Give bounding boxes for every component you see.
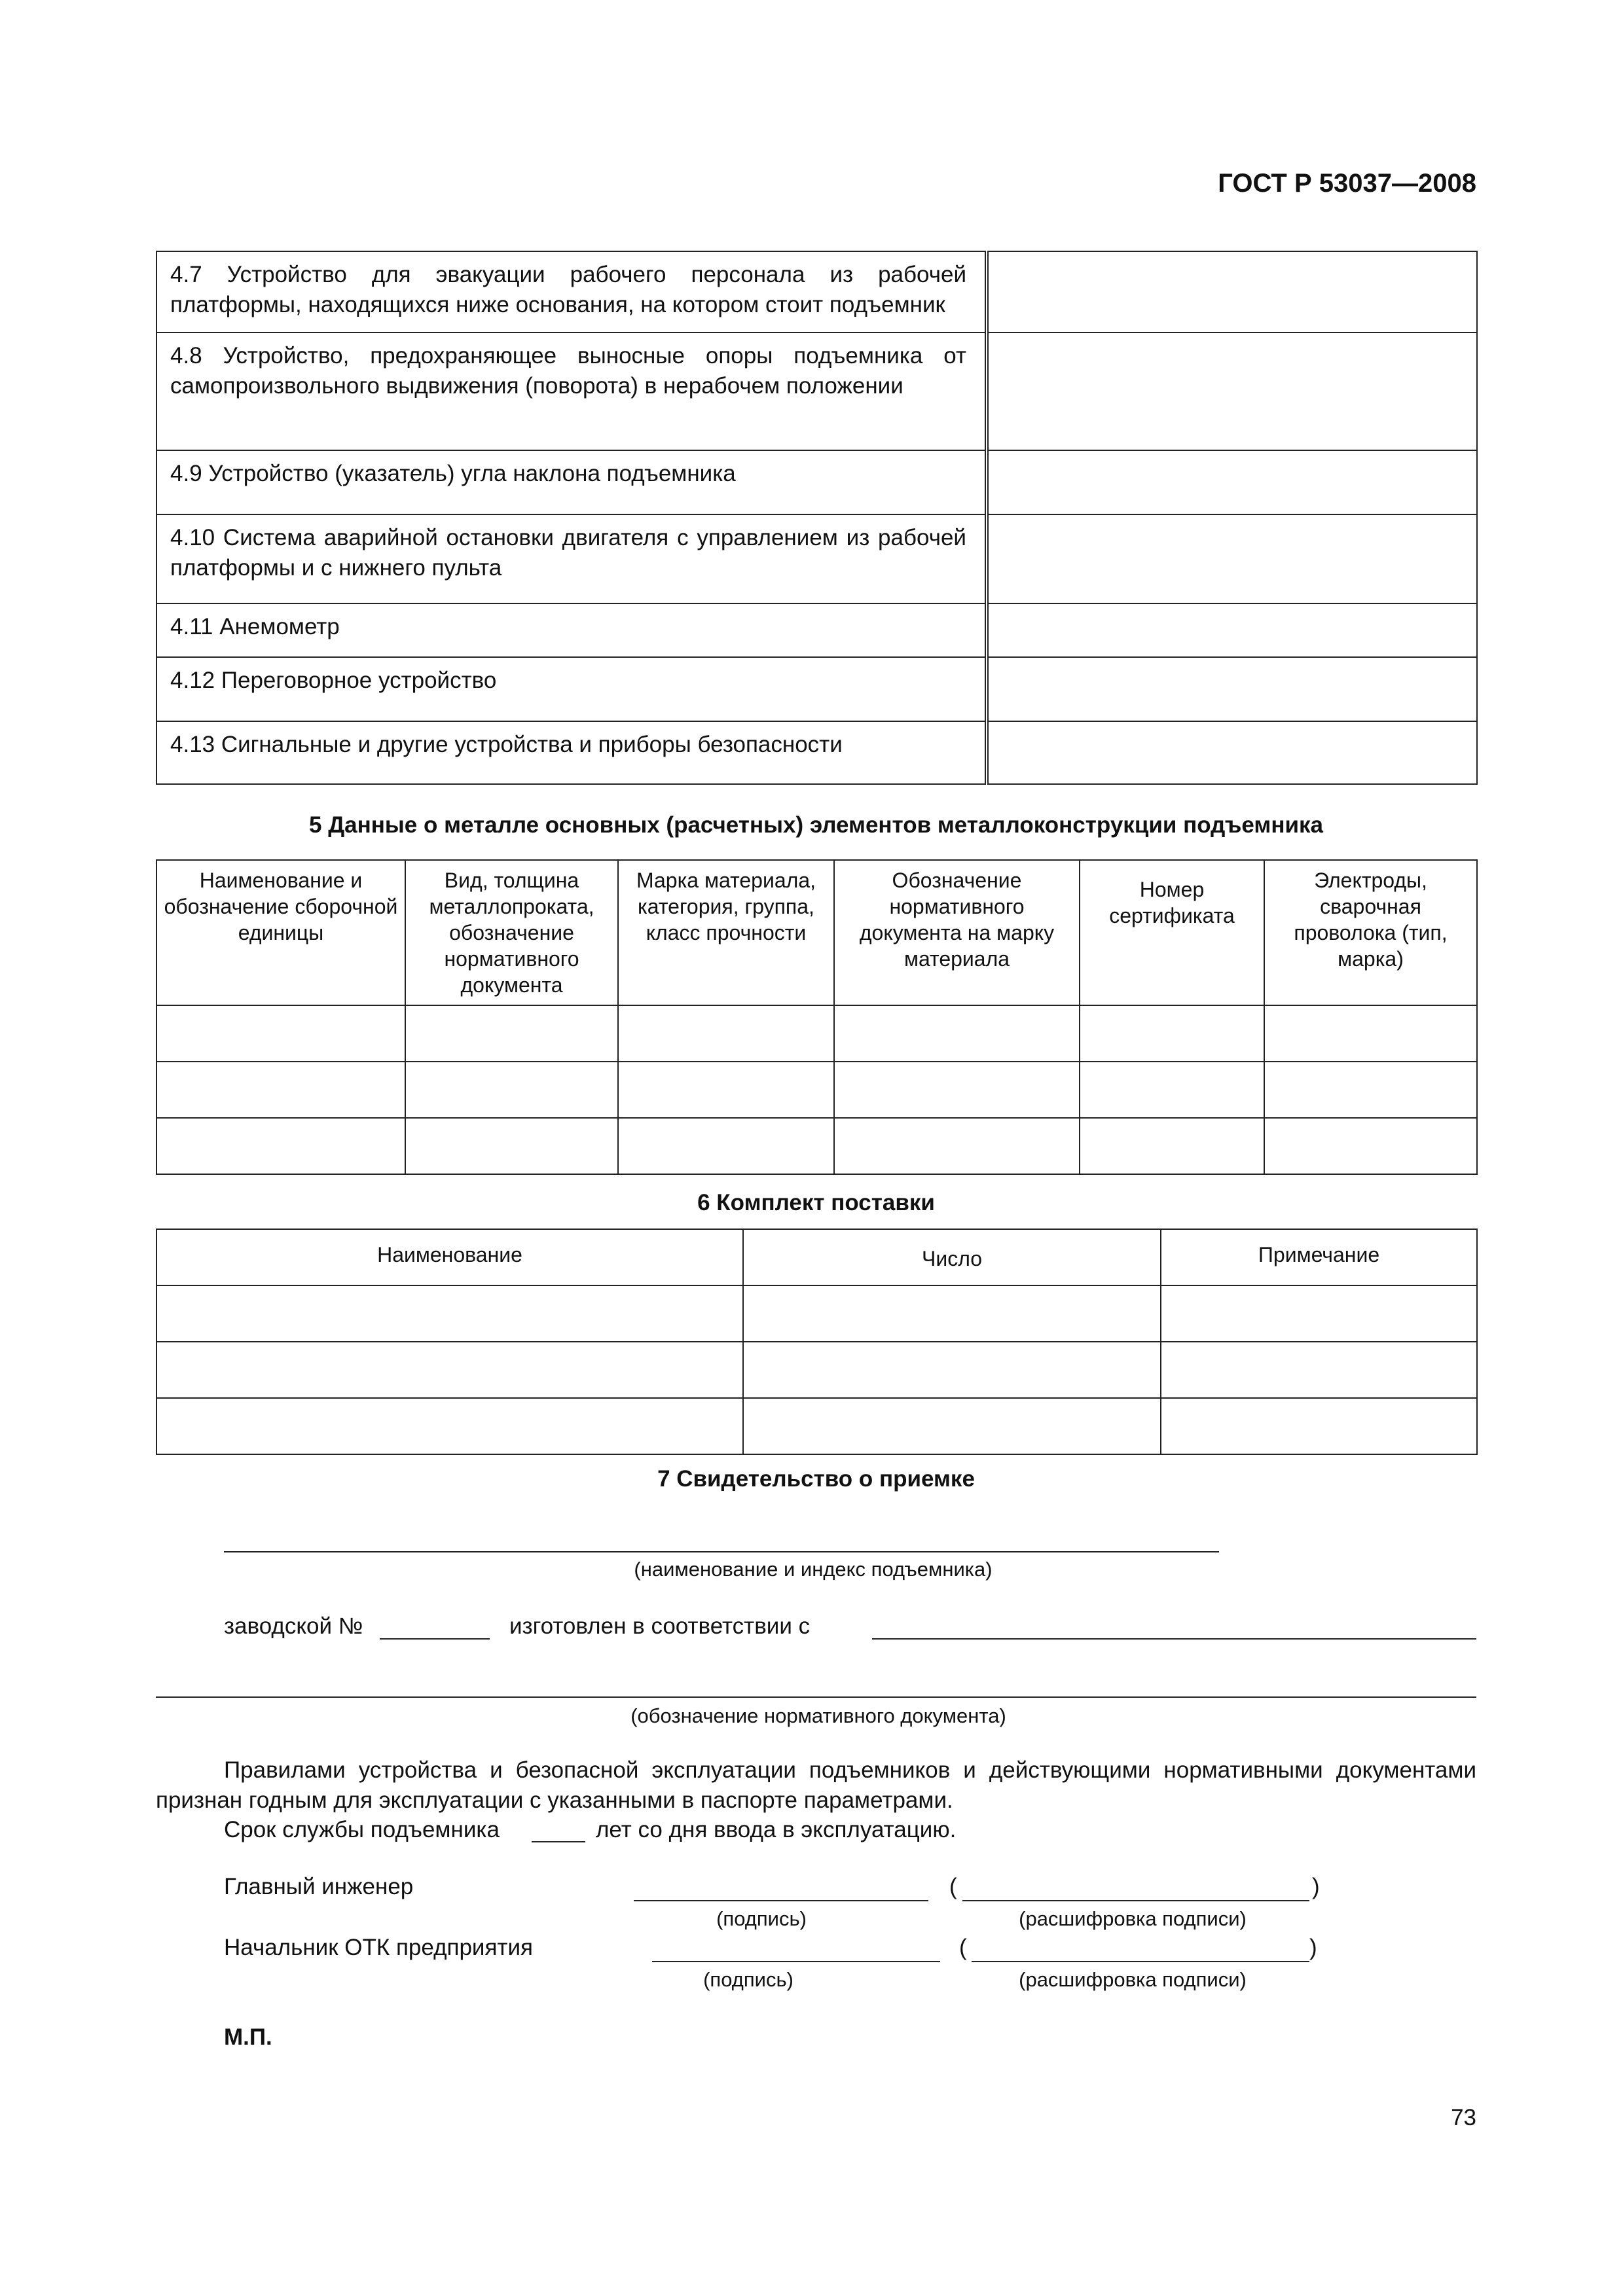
- metal-data-table: [156, 859, 1478, 1175]
- table-cell[interactable]: [405, 1005, 618, 1062]
- table-cell[interactable]: [156, 1342, 743, 1398]
- service-life-field[interactable]: [532, 1841, 585, 1842]
- table-cell[interactable]: [405, 1062, 618, 1118]
- signature-caption: (подпись): [716, 1907, 807, 1930]
- table-cell[interactable]: [618, 1005, 834, 1062]
- document-code: ГОСТ Р 53037—2008: [1218, 169, 1476, 198]
- device-value-cell[interactable]: [987, 332, 1477, 450]
- table-row: [156, 251, 1477, 332]
- device-value-cell[interactable]: [987, 603, 1477, 657]
- made-per-label: изготовлен в соответствии с: [509, 1613, 811, 1639]
- close-paren: ): [1312, 1874, 1320, 1899]
- table-cell[interactable]: [1264, 1062, 1477, 1118]
- table-cell[interactable]: [834, 1118, 1080, 1174]
- open-paren: (: [949, 1874, 957, 1899]
- table-cell[interactable]: [156, 1398, 743, 1454]
- table-cell[interactable]: [1080, 1005, 1264, 1062]
- header-name: Наименование: [156, 1229, 743, 1285]
- table-row: [156, 332, 1477, 450]
- device-label: 4.13 Сигнальные и другие устройства и приборы безопасности: [156, 721, 987, 784]
- table-cell[interactable]: [834, 1005, 1080, 1062]
- device-value-cell[interactable]: [987, 657, 1477, 721]
- conformity-field[interactable]: [872, 1638, 1476, 1640]
- header-normative-doc: Обозначение нормативного документа на марку материала: [834, 860, 1080, 1005]
- table-cell[interactable]: [1264, 1005, 1477, 1062]
- device-label: 4.8 Устройство, предохраняющее выносные опоры подъемника от самопроизвольного выдвижения (поворота) в нерабочем положении: [156, 332, 987, 450]
- table-cell[interactable]: [1264, 1118, 1477, 1174]
- table-cell[interactable]: [1161, 1342, 1477, 1398]
- table-cell[interactable]: [1080, 1062, 1264, 1118]
- chief-engineer-label: Главный инженер: [224, 1874, 414, 1899]
- table-cell[interactable]: [156, 1062, 405, 1118]
- decode-caption: (расшифровка подписи): [1019, 1968, 1247, 1991]
- acceptance-paragraph: Правилами устройства и безопасной эксплуатации подъемников и действующими нормативными документами признан годным для эксплуатации с указанными в паспорте параметрами.: [156, 1757, 1476, 1813]
- device-value-cell[interactable]: [987, 251, 1477, 332]
- table-row: [156, 514, 1477, 603]
- device-label: 4.9 Устройство (указатель) угла наклона подъемника: [156, 450, 987, 514]
- normative-doc-field[interactable]: [156, 1696, 1476, 1698]
- table-cell[interactable]: [1161, 1398, 1477, 1454]
- table-row: [156, 1285, 1477, 1342]
- table-header-row: [156, 860, 1477, 1005]
- table-cell[interactable]: [1080, 1118, 1264, 1174]
- device-label: 4.10 Система аварийной остановки двигателя с управлением из рабочей платформы и с нижнего пульта: [156, 514, 987, 603]
- table-row: [156, 1062, 1477, 1118]
- service-life-suffix: лет со дня ввода в эксплуатацию.: [596, 1817, 957, 1842]
- table-row: [156, 1398, 1477, 1454]
- device-label: 4.7 Устройство для эвакуации рабочего персонала из рабочей платформы, находящихся ниже основания, на котором стоит подъемник: [156, 251, 987, 332]
- lift-name-caption: (наименование и индекс подъемника): [634, 1558, 993, 1581]
- device-label: 4.12 Переговорное устройство: [156, 657, 987, 721]
- table-row: [156, 603, 1477, 657]
- factory-number-label: заводской №: [224, 1613, 363, 1639]
- header-electrodes: Электроды, сварочная проволока (тип, марка): [1264, 860, 1477, 1005]
- table-cell[interactable]: [743, 1285, 1161, 1342]
- page-number: 73: [1451, 2105, 1476, 2130]
- service-life-label: Срок службы подъемника: [224, 1817, 500, 1842]
- table-row: [156, 657, 1477, 721]
- header-note: Примечание: [1161, 1229, 1477, 1285]
- table-row: [156, 1342, 1477, 1398]
- signature-caption: (подпись): [703, 1968, 793, 1991]
- header-assembly-unit: Наименование и обозначение сборочной единицы: [156, 860, 405, 1005]
- table-cell[interactable]: [743, 1342, 1161, 1398]
- safety-devices-table: [156, 251, 1478, 785]
- table-header-row: [156, 1229, 1477, 1285]
- lift-name-field[interactable]: [224, 1551, 1219, 1552]
- otk-head-decode-field[interactable]: [972, 1961, 1309, 1962]
- section-6-title: 6 Комплект поставки: [697, 1190, 935, 1215]
- chief-engineer-decode-field[interactable]: [962, 1900, 1309, 1901]
- table-cell[interactable]: [156, 1118, 405, 1174]
- open-paren: (: [959, 1935, 967, 1960]
- table-cell[interactable]: [1161, 1285, 1477, 1342]
- stamp-label: М.П.: [224, 2024, 272, 2050]
- decode-caption: (расшифровка подписи): [1019, 1907, 1247, 1930]
- device-value-cell[interactable]: [987, 721, 1477, 784]
- otk-head-label: Начальник ОТК предприятия: [224, 1935, 533, 1960]
- table-cell[interactable]: [618, 1062, 834, 1118]
- device-value-cell[interactable]: [987, 450, 1477, 514]
- table-cell[interactable]: [834, 1062, 1080, 1118]
- table-row: [156, 1118, 1477, 1174]
- normative-doc-caption: (обозначение нормативного документа): [630, 1704, 1006, 1727]
- table-cell[interactable]: [156, 1005, 405, 1062]
- table-cell[interactable]: [743, 1398, 1161, 1454]
- section-5-title: 5 Данные о металле основных (расчетных) элементов металлоконструкции подъемника: [309, 812, 1323, 838]
- header-quantity: Число: [743, 1229, 1161, 1285]
- table-cell[interactable]: [405, 1118, 618, 1174]
- header-material-grade: Марка материала, категория, группа, класс прочности: [618, 860, 834, 1005]
- table-row: [156, 721, 1477, 784]
- table-row: [156, 450, 1477, 514]
- close-paren: ): [1309, 1935, 1317, 1960]
- device-value-cell[interactable]: [987, 514, 1477, 603]
- table-cell[interactable]: [618, 1118, 834, 1174]
- chief-engineer-signature-field[interactable]: [634, 1900, 928, 1901]
- section-7-title: 7 Свидетельство о приемке: [657, 1466, 975, 1492]
- delivery-set-table: [156, 1229, 1478, 1455]
- header-rolled-metal: Вид, толщина металлопроката, обозначение нормативного документа: [405, 860, 618, 1005]
- table-row: [156, 1005, 1477, 1062]
- otk-head-signature-field[interactable]: [652, 1961, 940, 1962]
- table-cell[interactable]: [156, 1285, 743, 1342]
- header-certificate-number: Номер сертификата: [1080, 860, 1264, 1005]
- factory-number-field[interactable]: [380, 1638, 490, 1640]
- device-label: 4.11 Анемометр: [156, 603, 987, 657]
